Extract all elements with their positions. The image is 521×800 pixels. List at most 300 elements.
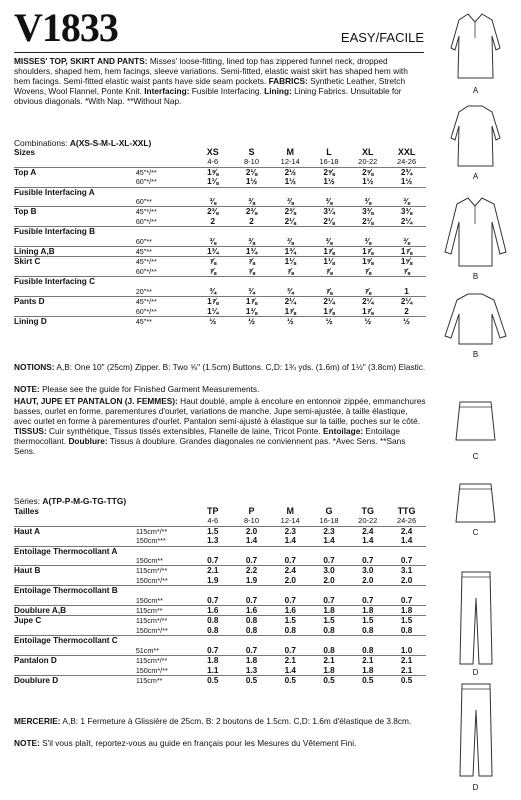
yardage-cell: 2¼ — [348, 297, 387, 307]
size-header: XL — [362, 147, 374, 157]
fabric-width: 60"*/** — [135, 306, 157, 316]
row-label: Doublure A,B — [14, 606, 136, 616]
yardage-cell: 0.7 — [284, 645, 296, 655]
yardage-cell: 1⅞ — [232, 297, 271, 307]
yardage-cell: 1.1 — [207, 665, 219, 675]
yardage-cell: 3.1 — [387, 566, 426, 576]
yardage-cell: 0.7 — [284, 556, 296, 566]
fabric-width: 115cm*/** — [136, 616, 194, 626]
pants-d-back-sketch — [456, 680, 496, 780]
size-range: 4-6 — [207, 516, 219, 526]
fabric-width: 45"*/** — [136, 297, 194, 307]
size-range: 24-26 — [396, 157, 417, 167]
yardage-cell: 1.5 — [348, 616, 387, 626]
yardage-cell: 1⅞ — [323, 306, 335, 316]
yardage-cell — [348, 586, 387, 596]
yardage-cell: ⅞ — [248, 266, 255, 276]
yardage-cell — [271, 586, 310, 596]
size-range: 24-26 — [396, 516, 417, 526]
yardage-cell: 0.8 — [245, 625, 258, 635]
yardage-cell: 3¼ — [310, 207, 349, 217]
yardage-cell: 0.8 — [232, 616, 271, 626]
yardage-cell — [193, 586, 232, 596]
size-range: 12-14 — [280, 516, 300, 526]
yardage-cell: 1.8 — [232, 656, 271, 666]
row-label — [14, 536, 136, 546]
yardage-cell: 2½ — [271, 167, 310, 177]
size-header: TP — [207, 506, 219, 516]
yardage-cell: 0.7 — [323, 556, 335, 566]
table-row — [14, 207, 426, 217]
yardage-cell: ⅜ — [364, 236, 372, 246]
yardage-cell: 1.5 — [387, 616, 426, 626]
yardage-cell: 1.3 — [245, 665, 258, 675]
table-row — [14, 277, 426, 287]
row-label: Doublure D — [14, 675, 136, 685]
table-row — [14, 197, 426, 207]
english-description: MISSES' TOP, SKIRT AND PANTS: Misses' loose-fitting, lined top has zippered funnel neck, dropped shoulders, shaped hem, hem facings, sleeve variations. Semi-fitted, elastic waist skirt has shaped hem with hem facings. Semi-fitted elastic waist pants have side seam pockets. FABRICS: Synthetic Leather, Stretch Wovens, Wool Flannel, Ponte Knit. Interfacing: Fusible Interfacing. Lining: Lining Fabrics. Unsuitable for obvious diagonals. *With Nap. **Without Nap. — [14, 56, 408, 106]
yardage-cell: 2.3 — [310, 526, 349, 536]
yardage-cell: 2.1 — [348, 656, 387, 666]
yardage-cell — [271, 227, 310, 237]
fabric-width: 115cm** — [136, 675, 194, 685]
yardage-cell: ⅞ — [286, 266, 294, 276]
size-header: TG — [361, 506, 375, 516]
garment-illustrations — [430, 0, 521, 800]
yardage-cell: 1.4 — [284, 665, 296, 675]
row-label: Pants D — [14, 297, 136, 307]
table-row — [14, 566, 426, 576]
yardage-cell — [271, 636, 310, 646]
yardage-cell: 2¼ — [400, 216, 413, 226]
fabric-width: 150cm*** — [135, 536, 166, 546]
yardage-cell: ⅜ — [209, 197, 217, 207]
size-range: 4-6 — [207, 157, 219, 167]
table-row — [14, 187, 426, 197]
yardage-cell — [193, 187, 232, 197]
yardage-cell — [348, 227, 387, 237]
fabric-width: 115cm*/** — [136, 566, 194, 576]
yardage-cell: 1.5 — [310, 616, 349, 626]
yardage-cell: 1.4 — [323, 536, 335, 546]
yardage-cell: 2 — [210, 216, 216, 226]
row-label: Entoilage Thermocollant B — [14, 586, 136, 596]
yardage-cell: ½ — [193, 316, 232, 326]
size-range: 20-22 — [358, 157, 378, 167]
table-row — [14, 666, 426, 676]
yardage-cell: 0.5 — [193, 675, 232, 685]
yardage-cell: 0.8 — [207, 625, 219, 635]
yardage-cell: 1¾ — [232, 247, 271, 257]
yardage-cell: 1.5 — [193, 526, 232, 536]
row-label — [14, 666, 136, 676]
yardage-cell — [348, 277, 387, 287]
yardage-cell: ⅞ — [193, 257, 232, 267]
yardage-cell: 1⅝ — [193, 167, 232, 177]
size-header: G — [325, 506, 333, 516]
figure-label: B — [472, 272, 479, 281]
yardage-cell: 3⅜ — [387, 207, 426, 217]
yardage-cell: ½ — [271, 316, 310, 326]
table-row — [14, 217, 426, 227]
yardage-cell: 2.0 — [362, 575, 374, 585]
yardage-cell — [387, 227, 426, 237]
yardage-cell: 1.8 — [323, 665, 335, 675]
sizes-label: Tailles — [14, 507, 39, 516]
table-row — [14, 656, 426, 666]
yardage-cell: 1.8 — [193, 656, 232, 666]
top-a-back-sketch — [448, 102, 503, 172]
note-french: NOTE: S'il vous plaît, reportez-vous au guide en français pour les Mesures du Vêtement Fini. — [14, 738, 357, 748]
yardage-cell: 0.8 — [193, 616, 232, 626]
yardage-cell: ⅞ — [364, 286, 372, 296]
size-range: 16-18 — [319, 516, 339, 526]
yardage-cell: 3.0 — [310, 566, 349, 576]
size-range: 8-10 — [244, 516, 260, 526]
row-label — [14, 556, 136, 566]
fabric-width: 150cm** — [135, 556, 163, 566]
yardage-cell: 1⅝ — [387, 257, 426, 267]
skirt-c-back-sketch — [452, 480, 499, 528]
row-label: Pantalon D — [14, 656, 136, 666]
table-row — [14, 167, 426, 177]
fabric-width: 60"** — [135, 236, 152, 246]
mercerie: MERCERIE: A,B: 1 Fermeture à Glissière de 25cm. B: 2 boutons de 1.5cm. C,D: 1.6m d'élastique de 3.8cm. — [14, 716, 412, 726]
yardage-cell: 2⅜ — [193, 207, 232, 217]
yardage-cell: 0.5 — [348, 675, 387, 685]
yardage-cell — [232, 586, 271, 596]
yardage-cell: ⅞ — [209, 266, 217, 276]
row-label — [14, 576, 136, 586]
row-label — [14, 217, 136, 227]
row-label: Top B — [14, 207, 136, 217]
yardage-cell — [348, 636, 387, 646]
yardage-cell: 0.7 — [207, 645, 219, 655]
yardage-cell: 0.8 — [400, 625, 413, 635]
size-range: 8-10 — [244, 157, 260, 167]
yardage-cell: 1⅛ — [271, 257, 310, 267]
series: Séries: A(TP-P-M-G-TG-TTG) — [14, 496, 127, 506]
yardage-cell: 0.7 — [245, 556, 258, 566]
table-row — [14, 316, 426, 326]
yardage-cell: ¾ — [286, 286, 294, 296]
yardage-cell — [310, 546, 349, 556]
yardage-cell: 0.5 — [271, 675, 310, 685]
yardage-cell: 1¾ — [193, 247, 232, 257]
fabric-width: 51cm** — [135, 645, 159, 655]
yardage-cell — [387, 187, 426, 197]
table-row — [14, 536, 426, 546]
table-row — [14, 636, 426, 646]
yardage-cell: ⅜ — [403, 197, 410, 207]
row-label: Haut A — [14, 526, 136, 536]
yardage-cell — [310, 586, 349, 596]
yardage-cell: ¾ — [248, 286, 255, 296]
yardage-cell: 2.4 — [271, 566, 310, 576]
yardage-cell — [232, 277, 271, 287]
yardage-cell — [387, 636, 426, 646]
row-label — [14, 197, 136, 207]
yardage-cell: 2⅜ — [232, 207, 271, 217]
yardage-cell — [232, 227, 271, 237]
fabric-width: 60"*/** — [135, 216, 157, 226]
yardage-cell: 1⅛ — [310, 257, 349, 267]
yardage-cell: 2.0 — [284, 575, 296, 585]
fabric-width — [136, 546, 194, 556]
yardage-cell: ⅜ — [325, 236, 333, 246]
yardage-cell: 0.7 — [400, 595, 413, 605]
size-header: XS — [206, 147, 219, 157]
yardage-cell: 1⅞ — [284, 306, 296, 316]
yardage-cell — [232, 187, 271, 197]
top-b-back-sketch — [440, 290, 511, 348]
yardage-cell: 1.4 — [284, 536, 296, 546]
yardage-cell: 1¾ — [271, 247, 310, 257]
figure-label: D — [472, 783, 479, 792]
sizes-label: Sizes — [14, 148, 35, 157]
size-header: XXL — [397, 147, 416, 157]
fabric-width — [136, 277, 194, 287]
yardage-cell: 2⅜ — [271, 207, 310, 217]
yardage-cell — [232, 546, 271, 556]
yardage-cell: 2¾ — [387, 167, 426, 177]
row-label: Lining A,B — [14, 247, 136, 257]
yardage-cell: 1½ — [362, 177, 374, 187]
fabric-width — [136, 187, 194, 197]
yardage-cell: ⅜ — [286, 197, 294, 207]
table-row — [14, 227, 426, 237]
yardage-cell: ½ — [387, 316, 426, 326]
yardage-cell: 2⅛ — [362, 216, 374, 226]
yardage-cell — [310, 636, 349, 646]
notions: NOTIONS: A,B: One 10" (25cm) Zipper. B: Two ⅝" (1.5cm) Buttons. C,D: 1¾ yds. (1.6m) of 1½" (3.8cm) Elastic. — [14, 362, 426, 372]
size-range: 12-14 — [280, 157, 300, 167]
divider — [14, 52, 424, 53]
fabric-width: 45"*/** — [136, 167, 194, 177]
fabric-width: 20"** — [135, 286, 152, 296]
yardage-cell: 0.7 — [284, 595, 296, 605]
table-row — [14, 267, 426, 277]
yardage-table-english — [14, 148, 426, 326]
row-label: Lining D — [14, 316, 136, 326]
french-description: HAUT, JUPE ET PANTALON (J. FEMMES): Haut doublé, ample à encolure en entonnoir zippée, emmanchures basses, ourlet en forme, parementures d'ourlet, variations de manche. Jupe semi-ajustée, à taille élastique, avec ourlet en forme à parementures d'ourlet. Pantalon semi-ajusté à élastique sur la taille, poches sur le côté. TISSUS: Cuir synthétique, Tissus tissés extensibles, Flanelle de laine, Tricot Ponte. Entoilage: Entoilage thermocollant. Doublure: Tissus à doublure. Grandes diagonales ne conviennent pas. *Avec Sens. **Sans Sens. — [14, 396, 426, 456]
yardage-cell: ½ — [232, 316, 271, 326]
figure-label: A — [472, 86, 479, 95]
yardage-cell: 1.8 — [362, 665, 374, 675]
row-label — [14, 596, 136, 606]
note-english: NOTE: Please see the guide for Finished Garment Measurements. — [14, 384, 260, 394]
yardage-cell: 2.2 — [232, 566, 271, 576]
table-row — [14, 247, 426, 257]
yardage-cell: 0.8 — [362, 645, 374, 655]
yardage-cell — [193, 546, 232, 556]
row-label: Entoilage Thermocollant A — [14, 546, 136, 556]
table-row — [14, 177, 426, 187]
yardage-cell — [310, 187, 349, 197]
yardage-cell: 1⅞ — [362, 306, 374, 316]
size-header: P — [248, 506, 255, 516]
yardage-cell: 3.0 — [348, 566, 387, 576]
fabric-width: 45"*/** — [136, 257, 194, 267]
yardage-cell: 2.1 — [193, 566, 232, 576]
table-row — [14, 556, 426, 566]
yardage-cell — [193, 277, 232, 287]
row-label — [14, 646, 136, 656]
fabric-width: 150cm*/** — [135, 665, 168, 675]
yardage-cell: 2¼ — [387, 297, 426, 307]
yardage-cell: 1½ — [284, 177, 296, 187]
fabric-width — [136, 636, 194, 646]
row-label: Entoilage Thermocollant C — [14, 636, 136, 646]
figure-label: D — [472, 668, 479, 677]
fabric-width — [136, 586, 194, 596]
table-row — [14, 675, 426, 685]
yardage-cell: 2⅛ — [232, 167, 271, 177]
fabric-width: 150cm*/** — [135, 625, 168, 635]
fabric-width — [136, 227, 194, 237]
yardage-cell: 1.8 — [387, 606, 426, 616]
yardage-cell: 0.7 — [207, 556, 219, 566]
figure-label: C — [472, 528, 479, 537]
yardage-cell: 1¼ — [207, 306, 219, 316]
fabric-width: 45"** — [136, 247, 194, 257]
figure-label: A — [472, 172, 479, 181]
yardage-cell: 1.6 — [271, 606, 310, 616]
yardage-cell: 1.3 — [207, 536, 219, 546]
fabric-width: 60"** — [135, 197, 152, 207]
fabric-width: 115cm*/** — [136, 656, 194, 666]
size-header: L — [326, 147, 332, 157]
skirt-c-front-sketch — [452, 398, 499, 446]
yardage-cell: 1 — [404, 286, 409, 296]
fabric-width: 150cm*/** — [135, 575, 168, 585]
yardage-cell: 1.6 — [232, 606, 271, 616]
table-row — [14, 297, 426, 307]
figure-label: C — [472, 452, 479, 461]
pants-d-front-sketch — [456, 568, 496, 668]
yardage-cell: 2.0 — [323, 575, 335, 585]
yardage-cell: 1⅞ — [348, 247, 387, 257]
yardage-cell: 0.5 — [387, 675, 426, 685]
yardage-cell: ⅜ — [403, 236, 410, 246]
row-label — [14, 237, 136, 247]
yardage-cell: 2⅝ — [348, 167, 387, 177]
yardage-cell — [271, 546, 310, 556]
yardage-cell: ½ — [348, 316, 387, 326]
yardage-table-french — [14, 507, 426, 685]
yardage-cell: 0.8 — [362, 625, 374, 635]
table-row — [14, 307, 426, 317]
row-label: Jupe C — [14, 616, 136, 626]
yardage-cell: 2 — [249, 216, 254, 226]
row-label — [14, 267, 136, 277]
yardage-cell: ⅞ — [364, 266, 372, 276]
yardage-cell: 0.7 — [207, 595, 219, 605]
figure-label: B — [472, 350, 479, 359]
yardage-cell: 3⅜ — [348, 207, 387, 217]
yardage-cell: 1⅞ — [387, 247, 426, 257]
table-row — [14, 526, 426, 536]
yardage-cell: 1.4 — [362, 536, 374, 546]
yardage-cell: 1⅝ — [348, 257, 387, 267]
yardage-cell: 1.4 — [245, 536, 258, 546]
table-row — [14, 596, 426, 606]
yardage-cell: ⅞ — [325, 286, 333, 296]
table-row — [14, 237, 426, 247]
yardage-cell: 0.8 — [284, 625, 296, 635]
yardage-cell — [193, 227, 232, 237]
fabric-width: 45"** — [136, 316, 194, 326]
yardage-cell: 2⅝ — [310, 167, 349, 177]
yardage-cell: 0.7 — [400, 556, 413, 566]
size-range: 20-22 — [358, 516, 378, 526]
table-row — [14, 586, 426, 596]
yardage-cell: ⅞ — [325, 266, 333, 276]
yardage-cell — [271, 277, 310, 287]
yardage-cell: 1.6 — [193, 606, 232, 616]
row-label — [14, 287, 136, 297]
table-row — [14, 646, 426, 656]
yardage-cell — [348, 187, 387, 197]
yardage-cell: 1⅞ — [310, 247, 349, 257]
size-header: M — [286, 147, 295, 157]
difficulty-level: EASY/FACILE — [340, 30, 424, 45]
size-header: TTG — [397, 506, 416, 516]
table-row — [14, 576, 426, 586]
row-label: Top A — [14, 167, 136, 177]
yardage-cell: 2.0 — [232, 526, 271, 536]
yardage-cell: 2.4 — [348, 526, 387, 536]
yardage-cell: 2.1 — [271, 656, 310, 666]
yardage-cell: 2.0 — [400, 575, 413, 585]
fabric-width: 60"*/** — [135, 266, 157, 276]
yardage-cell — [193, 636, 232, 646]
yardage-cell: 0.5 — [232, 675, 271, 685]
table-row — [14, 257, 426, 267]
yardage-cell: 1.9 — [245, 575, 258, 585]
top-a-front-sketch — [448, 8, 503, 86]
yardage-cell: ⅜ — [325, 197, 333, 207]
yardage-cell: 1½ — [323, 177, 335, 187]
row-label — [14, 626, 136, 636]
yardage-cell: 1½ — [245, 177, 258, 187]
yardage-cell — [387, 586, 426, 596]
size-header: S — [248, 147, 255, 157]
fabric-width: 115cm** — [136, 606, 194, 616]
fabric-width: 150cm** — [135, 595, 163, 605]
row-label — [14, 307, 136, 317]
yardage-cell: ⅜ — [248, 236, 255, 246]
yardage-cell: ⅜ — [248, 197, 255, 207]
yardage-cell: 0.7 — [245, 595, 258, 605]
yardage-cell: 2¼ — [271, 297, 310, 307]
yardage-cell: 2.1 — [400, 665, 413, 675]
yardage-cell: 0.7 — [245, 645, 258, 655]
yardage-cell: 2.3 — [271, 526, 310, 536]
row-label: Skirt C — [14, 257, 136, 267]
fabric-width: 60"*/** — [135, 177, 157, 187]
yardage-cell: ¾ — [209, 286, 217, 296]
yardage-cell: ⅜ — [286, 236, 294, 246]
yardage-cell: 0.7 — [362, 595, 374, 605]
yardage-cell: 1⅜ — [245, 306, 258, 316]
yardage-cell: 1.8 — [310, 606, 349, 616]
yardage-cell — [387, 546, 426, 556]
table-row — [14, 287, 426, 297]
pattern-code: V1833 — [14, 5, 118, 50]
yardage-cell: 2⅛ — [284, 216, 296, 226]
size-range: 16-18 — [319, 157, 339, 167]
